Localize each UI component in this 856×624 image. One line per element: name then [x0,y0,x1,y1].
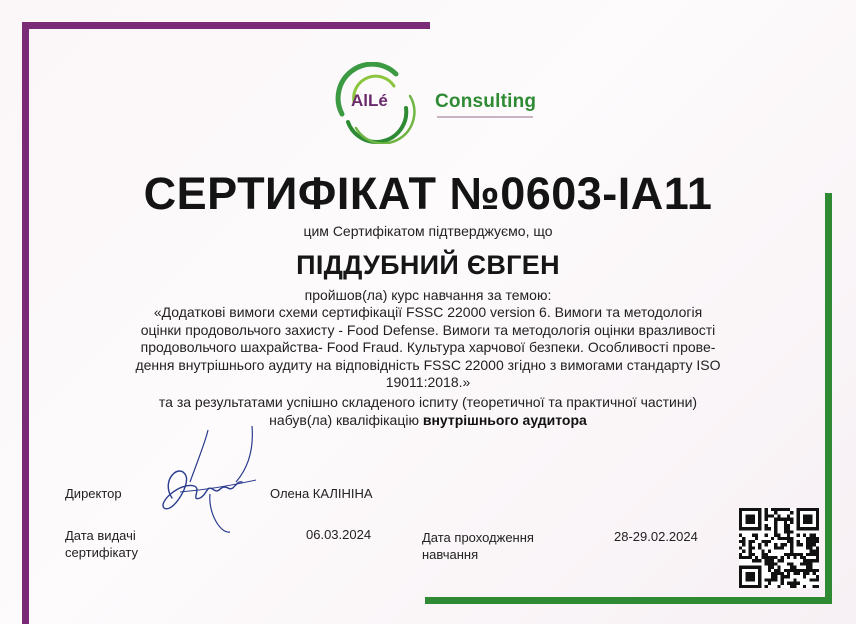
course-line: 19011:2018.» [385,374,471,391]
training-date-label: Дата проходження навчання [422,530,534,562]
certificate-title: СЕРТИФІКАТ №0603-IA11 [143,168,713,219]
logo-underline [437,116,533,118]
issue-date: 06.03.2024 [306,527,372,542]
qualification-prefix: набув(ла) кваліфікацію [269,412,423,428]
course-description [108,304,748,392]
qualification-title: внутрішнього аудитора [422,412,587,428]
course-line: «Додаткові вимоги схеми сертифікації FSSC 22000 version 6. Вимоги та методологія [153,304,703,320]
course-line: продовольчого шахрайства- Food Fraud. Культура харчової безпеки. Особливості прове- [140,339,716,356]
exam-text: та за результатами успішно складеного іспиту (теоретичної та практичної частини) [158,394,698,410]
confirm-text: цим Сертифікатом підтверджуємо, що [303,223,553,239]
qr-code-icon [739,508,819,588]
issue-date-label: Дата видачі сертифікату [65,528,138,560]
passed-text: пройшов(ла) курс навчання за темою: [304,287,552,303]
qualification-text [0,412,856,428]
company-logo [334,62,544,144]
director-label: Директор [65,486,122,501]
logo-wordmark: Consulting [435,91,537,112]
logo-mark-text: AlLé [351,91,388,110]
frame-purple-left [22,22,29,624]
director-name: Олена КАЛІНІНА [270,486,373,501]
course-line: дення внутрішнього аудиту на відповідність FSSC 22000 згідно з вимогами стандарту ISO [135,356,721,373]
frame-green-bottom [425,597,832,604]
training-dates: 28-29.02.2024 [614,529,698,544]
holder-name: ПІДДУБНИЙ ЄВГЕН [296,250,560,280]
course-line: оцінки продовольчого захисту - Food Defense. Вимоги та методологія оцінки вразливості [140,321,716,338]
signature-icon [150,420,270,542]
frame-purple-top [22,22,430,29]
